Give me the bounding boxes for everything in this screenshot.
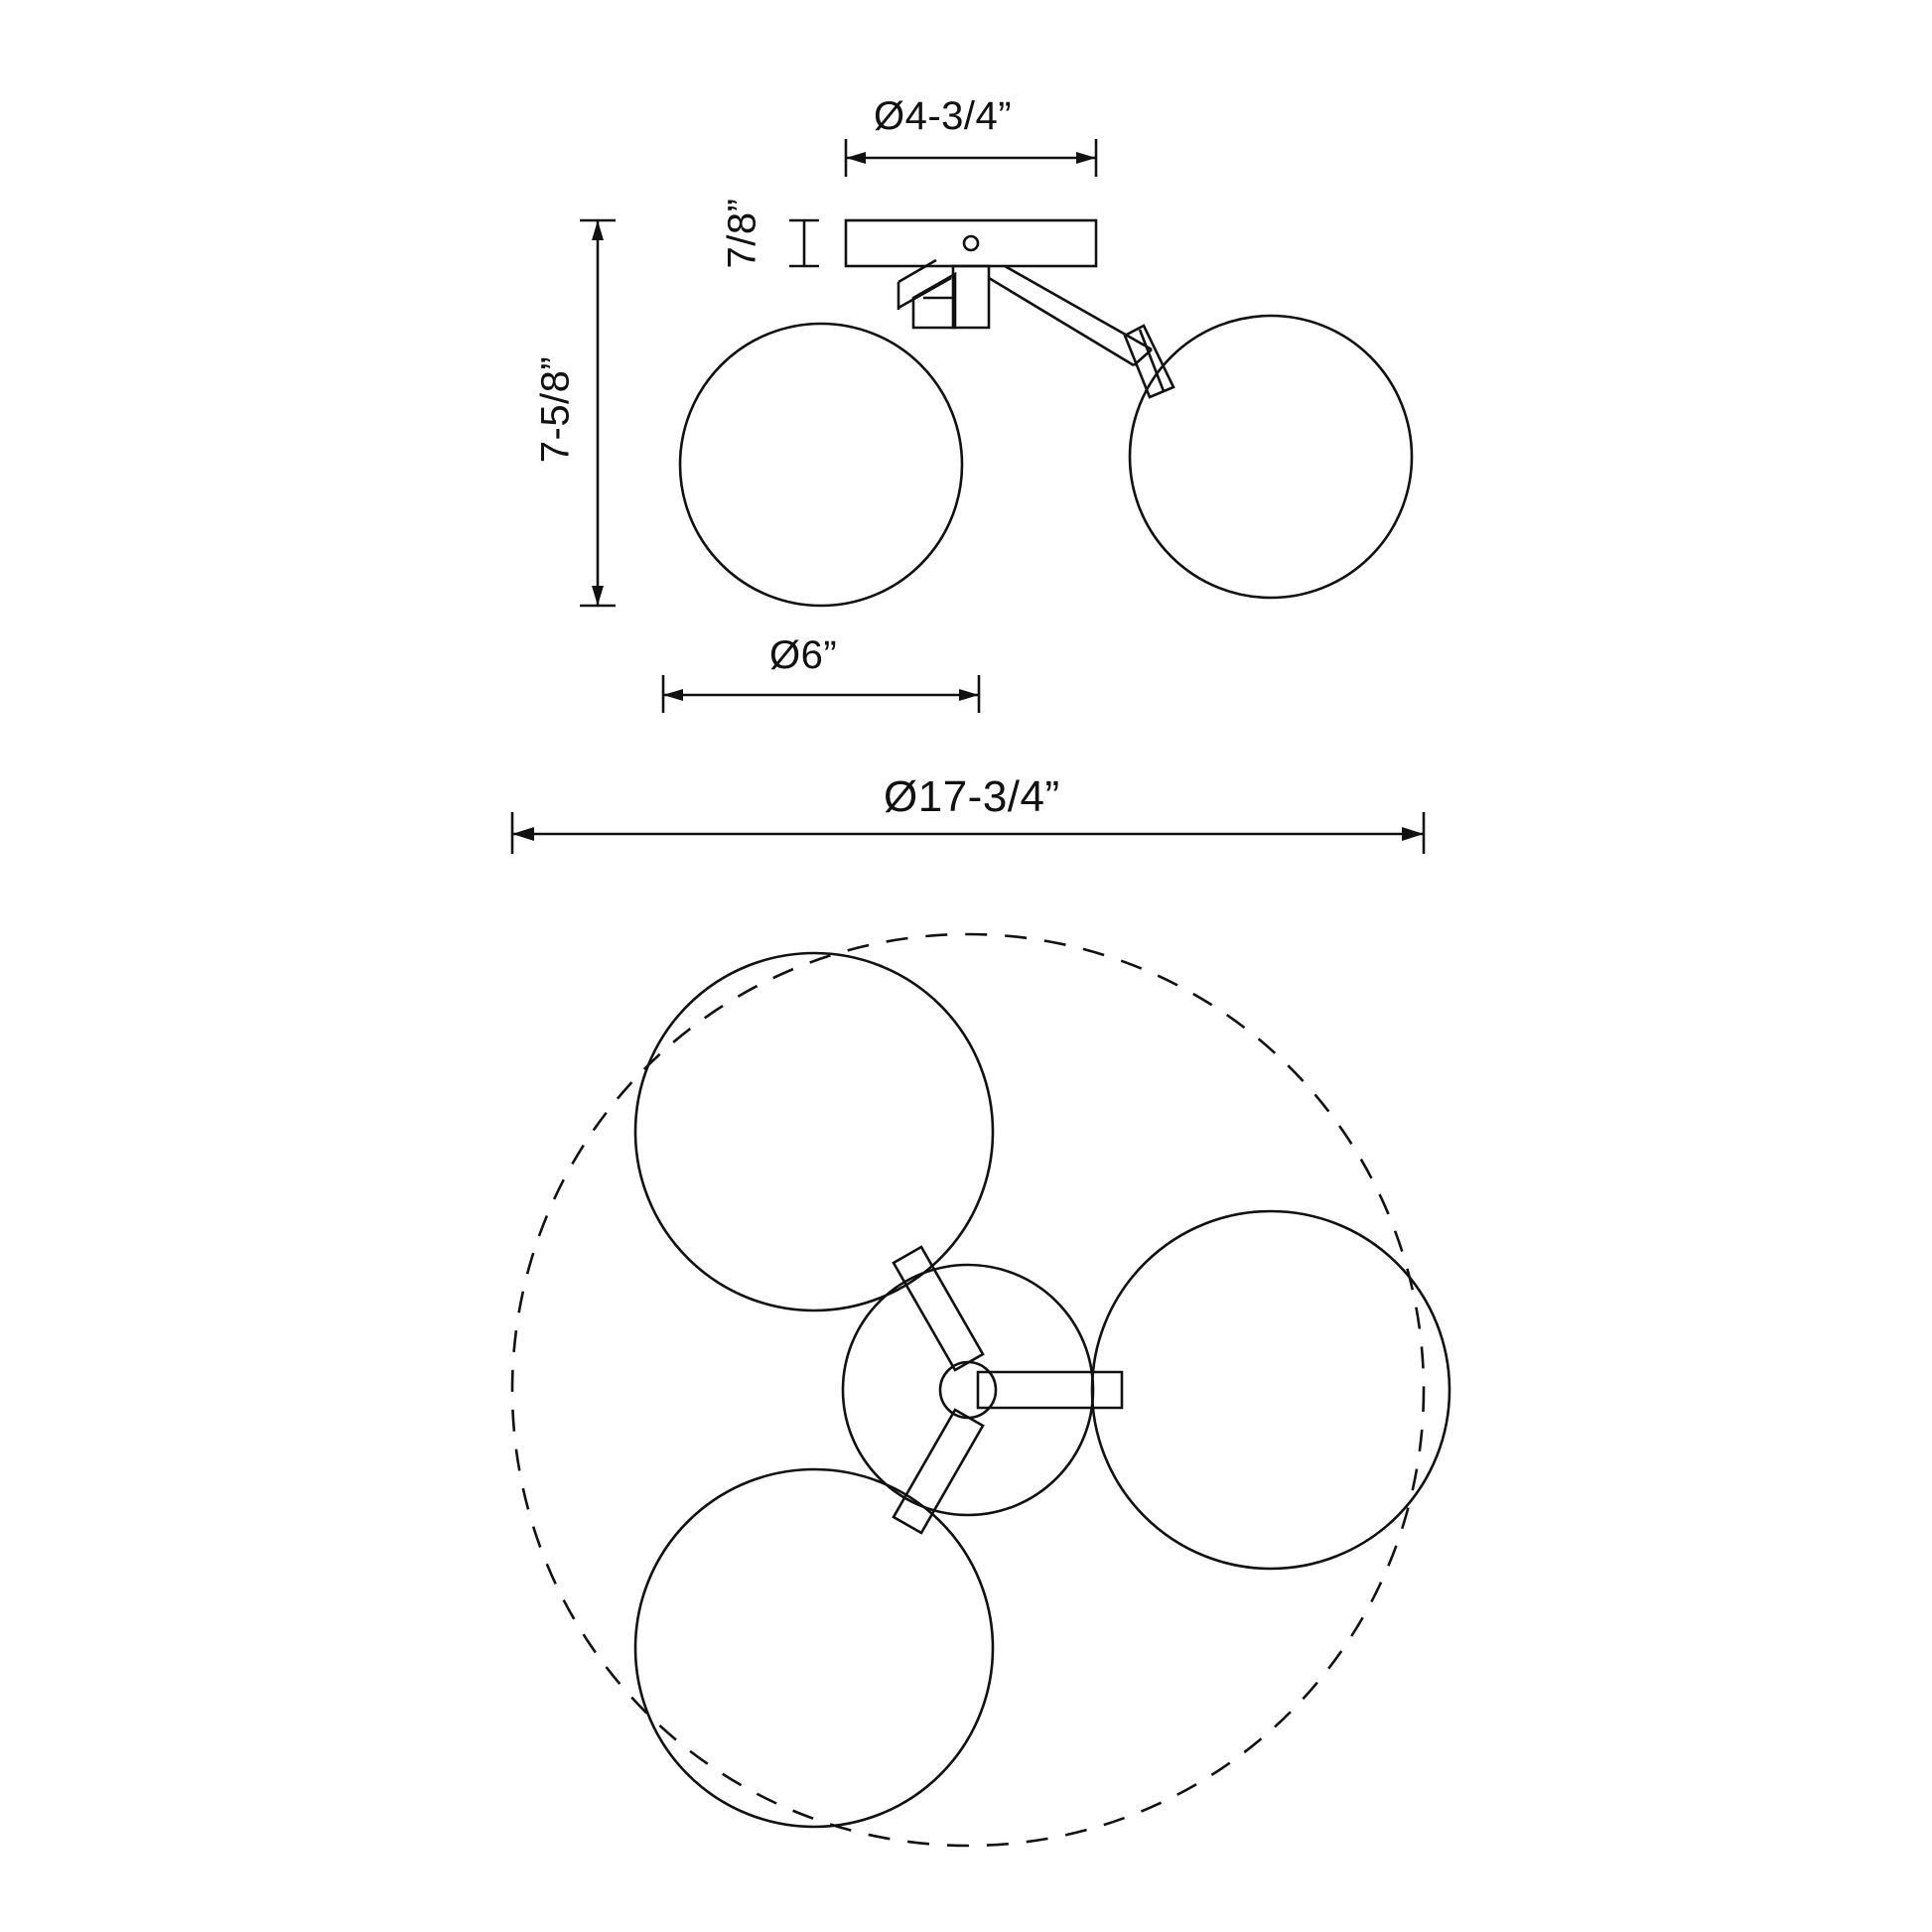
canopy-plate-elevation <box>846 220 1096 266</box>
dimension-globe-diameter <box>663 675 979 713</box>
globe-plan-upper-left <box>635 953 993 1311</box>
label-canopy-diameter: Ø4-3/4” <box>874 94 1013 138</box>
label-overall-height: 7-5/8” <box>533 355 578 464</box>
dimension-overall-height <box>580 220 616 606</box>
left-globe-elevation <box>680 324 962 606</box>
overall-envelope-circle <box>512 934 1424 1846</box>
dimension-canopy-diameter <box>846 139 1096 177</box>
globe-plan-lower-left <box>635 1469 993 1827</box>
globe-plan-right <box>1092 1211 1449 1569</box>
dimension-canopy-height <box>789 220 819 266</box>
right-arm-elevation <box>989 266 1173 397</box>
canopy-plate-plan <box>843 1265 1093 1515</box>
label-overall-diameter: Ø17-3/4” <box>884 772 1060 821</box>
arms-plan <box>894 1247 1122 1533</box>
right-globe-elevation <box>1130 316 1412 598</box>
label-globe-diameter: Ø6” <box>769 633 838 677</box>
center-hub-plan <box>940 1362 996 1418</box>
left-arm-elevation <box>898 260 955 328</box>
label-canopy-height: 7/8” <box>720 198 764 269</box>
